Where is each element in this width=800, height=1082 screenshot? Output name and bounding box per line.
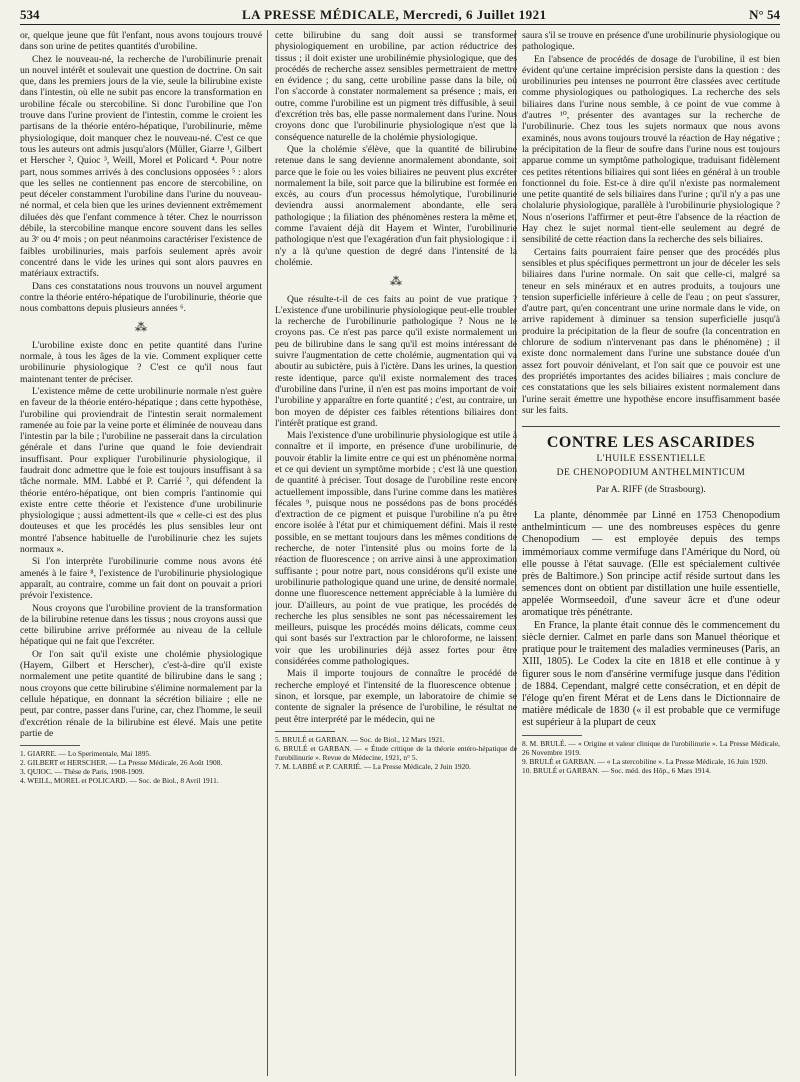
journal-name: LA PRESSE MÉDICALE, <box>242 7 400 22</box>
paragraph: La plante, dénommée par Linné en 1753 Chenopodium anthelminticum — une des nombreuses espèces du genre Chenopodium — est employée depuis des temps immémoriaux comme vermifuge dans l'Amérique du Nord, où elle pousse à l'état sauvage. (Elle est spécialement cultivée près de Baltimore.) Son principe actif réside surtout dans les semences dont on obtient par distillation une huile essentielle, appelée Wormseedoil, d'une saveur âcre et d'une odeur aromatique très pénétrante. <box>522 510 780 619</box>
column-1 <box>20 30 262 1082</box>
page-number: 534 <box>20 7 40 22</box>
issue-number: N° 54 <box>749 7 780 22</box>
footnote: 6. BRULÉ et GARBAN. — « Étude critique de la théorie entéro-hépatique de l'urobilinurie ». Revue de Médecine, 1921, n° 5. <box>275 743 517 762</box>
footnote: 8. M. BRULÉ. — « Origine et valeur clinique de l'urobilinurie ». La Presse Médicale, 26 Novembre 1919. <box>522 738 780 757</box>
footnote: 5. BRULÉ et GARBAN. — Soc. de Biol., 12 Mars 1921. <box>275 734 445 744</box>
footnote: 9. BRULÉ et GARBAN. — « La stercobiline ». La Presse Médicale, 16 Juin 1920. <box>522 756 768 766</box>
footnote: 7. M. LABBÉ et P. CARRIÉ. — La Presse Médicale, 2 Juin 1920. <box>275 761 471 771</box>
footnote: 4. WEILL, MOREL et POLICARD. — Soc. de Biol., 8 Avril 1911. <box>20 776 219 786</box>
paragraph: L'urobiline existe donc en petite quantité dans l'urine normale, à tous les âges de la vie. Comment expliquer cette urobilinurie physiologique ? C'est ce qu'il nous faut maintenant tenter de préciser. <box>20 339 262 385</box>
paragraph: Certains faits pourraient faire penser que des procédés plus sensibles et plus spécifiques permettront un jour de déceler les sels biliaires dans l'urine normale. On sait que celle-ci, malgré sa teneur en sels minéraux et en autres produits, a toujours une tension superficielle inférieure à celle de l'eau ; on peut s'assurer, d'autre part, qu'en concentrant une urine normale dans le vide, on arrive rapidement à diminuer sa tension superficielle jusqu'à produire la précipitation de la fleur de soufre (la concentration en chlorure de sodium n'intervenant pas dans le phénomène) ; il existe donc normalement dans l'urine une substance douée d'un assez fort pouvoir dénivelant, et l'on sait que ce pouvoir est une des propriétés importantes des acides biliaires ; mais conclure de ces constatations que les sels biliaires existent normalement dans l'urine serait émettre une hypothèse encore insuffisamment basée sur les faits. <box>522 246 780 416</box>
paragraph: cette bilirubine du sang doit aussi se transformer physiologiquement en urobiline, par action réductrice des tissus ; il doit exister une urobilinémie physiologique, que des procédés de recherche assez sensibles permettraient de mettre en évidence ; du sang, cette urobiline passe dans la bile, où l'on s'accorde à constater normalement sa présence ; mais, en outre, comme l'urobiline est un pigment très diffusible, à seuil d'excrétion très bas, elle passe normalement dans l'urine. Nous croyons donc que l'urobilinurie physiologique n'est que la conséquence naturelle de la cholémie physiologique. <box>275 30 517 143</box>
paragraph: or, quelque jeune que fût l'enfant, nous avons toujours trouvé dans son urine de petites quantités d'urobiline. <box>20 30 262 53</box>
paragraph: Dans ces constatations nous trouvons un nouvel argument contre la théorie entéro-hépatique de l'urobilinurie, théorie que nous combattons depuis plusieurs années ⁶. <box>20 280 262 315</box>
paragraph: En France, la plante était connue dès le commencement du siècle dernier. Calmet en parle dans son Manuel théorique et pratique pour le traitement des maladies vermineuses (Paris, an XIII, 1805). Le Codex la cite en 1818 et elle continue à y figurer sous le nom d'ansérine vermifuge jusque dans l'édition de 1884. Cependant, malgré cette consécration, et en dépit de l'éloge qu'en firent Mérat et de Lens dans le Dictionnaire de matière médicale de 1830 (« il est probable que ce vermifuge est supérieur à la plupart de ceux <box>522 620 780 728</box>
running-header <box>20 6 780 25</box>
footnote-rule <box>275 731 335 732</box>
footnote: 2. GILBERT et HERSCHER. — La Presse Médicale, 26 Août 1908. <box>20 758 223 768</box>
footnote-rule <box>522 735 582 736</box>
journal-title <box>242 7 547 23</box>
paragraph: saura s'il se trouve en présence d'une urobilinurie physiologique ou pathologique. <box>522 30 780 53</box>
paragraph: L'existence même de cette urobilinurie normale n'est guère en faveur de la théorie entéro-hépatique ; dans cette hypothèse, l'urobiline qui proviendrait de l'intestin serait normalement ramenée au foie par la veine porte et éliminée de nouveau dans l'intestin par la bile ; l'urobiline ne passerait dans la circulation générale et dans l'urine que quand le foie deviendrait insuffisant. Pour expliquer l'urobilinurie physiologique, il faudrait donc admettre que le foie est toujours insuffisant à sa tâche normale. MM. Labbé et P. Carrié ⁷, qui défendent la théorie entéro-hépatique, ont bien compris l'antinomie qui existe entre cette théorie et l'existence d'une urobilinurie physiologique ; aussi admettent-ils que « celle-ci est des plus douteuses et que les procédés les plus sensibles leur ont montré l'absence habituelle de l'urobilinurie chez les sujets normaux ». <box>20 385 262 556</box>
paragraph: En l'absence de procédés de dosage de l'urobiline, il est bien évident qu'une certaine imprécision persiste dans la question : des urobilinuries peu intenses ne pourront être classées avec certitude comme physiologiques ou pathologiques. La recherche des sels biliaires dans l'urine nous semble, à ce point de vue comme à d'autres ¹⁰, présenter des avantages sur la recherche de l'urobilinurie. Chez tous les sujets normaux que nous avons examinés, nous avons toujours trouvé la réaction de Hay négative ; la précipitation de la fleur de soufre dans l'urine nous est toujours apparue comme un symptôme pathologique, traduisant fidèlement ces petites rétentions biliaires qui sont liées en général à un trouble fonctionnel du foie. Est-ce à dire qu'il n'existe pas normalement une petite quantité de sels biliaires dans l'urine ; qu'il n'y a pas une cholalurie physiologique, parallèle à l'urobilinurie physiologique ? Nous n'oserions l'affirmer et peut-être l'absence de la réaction de Hay chez le sujet normal tient-elle seulement au degré de sensibilité de cette réaction dans la recherche des sels biliaires. <box>522 53 780 246</box>
article-title: CONTRE LES ASCARIDES <box>546 434 756 452</box>
article-author: Par A. RIFF (de Strasbourg). <box>596 484 706 495</box>
paragraph: Que résulte-t-il de ces faits au point de vue pratique ? L'existence d'une urobilinurie physiologique peut-elle troubler la recherche de l'urobilinurie pathologique ? Nous ne le croyons pas. Ce n'est pas parce qu'il existe normalement un peu de bilirubine dans le sang qu'il est moins intéressant de suivre l'augmentation de cette cholémie, augmentation qui va aboutir au subictère, puis à l'ictère. Dans les urines, la question reste identique, parce qu'il existe normalement des traces d'urobiline dans l'urine, il n'en est pas moins important de voir l'urobiline y apparaître en forte quantité ; c'est, au contraire, un bon moyen de dépister ces faibles rétentions biliaires dont l'intérêt pratique est grand. <box>275 293 517 429</box>
section-break: ⁂ <box>390 274 402 289</box>
column-3 <box>522 30 780 1082</box>
section-break: ⁂ <box>135 320 147 335</box>
paragraph: Or l'on sait qu'il existe une cholémie physiologique (Hayem, Gilbert et Herscher), c'est-à-dire qu'il existe normalement une petite quantité de bilirubine dans le sang ; nous croyons que cette bilirubine s'élimine normalement par la cellule hépatique, en donnant la sécrétion biliaire ; elle ne peut, par contre, passer dans l'urine, car, chez l'homme, le seuil d'excrétion rénale de la bilirubine est élevé. Mais une petite partie de <box>20 648 262 739</box>
article-divider <box>522 426 780 427</box>
paragraph: Nous croyons que l'urobiline provient de la transformation de la bilirubine retenue dans les tissus ; nous croyons aussi que cette bilirubine arrive préformée au niveau de la cellule hépatique qui ne fait que l'excréter. <box>20 602 262 648</box>
paragraph: Si l'on interprète l'urobilinurie comme nous avons été amenés à le faire ⁸, l'existence de l'urobilinurie physiologique apparaît, au contraire, comme un fait dont on pouvait a priori prévoir l'existence. <box>20 556 262 602</box>
column-divider <box>267 30 268 1076</box>
paragraph: Mais l'existence d'une urobilinurie physiologique est utile à connaître et il importe, en présence d'une urobilinurie, de pouvoir établir la limite entre ce qui est un phénomène normal et ce qui devient un symptôme morbide ; c'est là une question de quantité à préciser. Tout dosage de l'urobiline reste encore actuellement impossible, dans l'urine comme dans les matières fécales ⁹, puisque nous ne possédons pas de bons procédés d'extraction de ce pigment et puisque l'urobiline n'a pu être encore isolée à l'état pur et chimiquement défini. Mais il reste possible, en se mettant toujours dans les mêmes conditions de recherche, de noter l'intensité plus ou moins forte de la réaction de fluorescence ; on arrive ainsi à une approximation suffisante ; pour notre part, nous considérons qu'il existe une urobilinurie pathologique quand une urine, de densité normale, donne une fluorescence nettement appréciable à la lumière du jour. D'ailleurs, au point de vue pratique, les procédés de recherche les plus sensibles ne sont pas nécessairement les meilleurs, puisque les procédés moins délicats, comme ceux qui sont basés sur l'extraction par le chloroforme, ne laissent voir que les urobilinuries déjà assez fortes pour être considérées comme pathologiques. <box>275 430 517 668</box>
article-subtitle: L'HUILE ESSENTIELLE <box>596 454 706 465</box>
footnote-rule <box>20 745 80 746</box>
paragraph: Mais il importe toujours de connaître le procédé de recherche employé et l'intensité de la fluorescence obtenue ; sinon, et lorsque, par exemple, un laboratoire de chimie se contente de signaler la présence de l'urobiline, le résultat ne peut être interprété par le médecin, qui ne <box>275 668 517 725</box>
issue-date: Mercredi, 6 Juillet 1921 <box>402 7 547 22</box>
footnote: 10. BRULÉ et GARBAN. — Soc. méd. des Hôp., 6 Mars 1914. <box>522 765 711 775</box>
paragraph: Chez le nouveau-né, la recherche de l'urobilinurie prenait un nouvel intérêt et soulevait une question de doctrine. On sait que, dans les premiers jours de la vie, seule la bilirubine existe dans l'intestin, où elle ne subit pas encore la transformation en urobiline fécale ou stercobiline. Si donc l'urobiline que l'on trouve dans l'urine provient de l'intestin, comme le croient les partisans de la théorie entéro-hépatique, l'urobilinurie, même physiologique, doit manquer chez le nouveau-né. C'est ce que tous les auteurs ont admis jusqu'alors (Müller, Giarre ¹, Gilbert et Herscher ², Quioc ³, Weill, Morel et Policard ⁴. Pour notre part, nous sommes arrivés à des conclusions opposées ⁵ : alors que les selles ne contiennent pas encore de stercobiline, on peut déceler constamment l'urobiline dans l'urine du nouveau-né normal, et cela bien que les urines deviennent extrêmement diluées dès que l'enfant commence à téter. Chez le nourrisson débile, la stercobiline manque encore souvent dans les selles au 3ᵉ ou 4ᵉ mois ; on peut néanmoins caractériser l'existence de faibles urobilinuries, mais parfois seulement après avoir concentré dans le vide les urines qui sont alors pauvres en matériaux extractifs. <box>20 53 262 280</box>
article-subtitle: DE CHENOPODIUM ANTHELMINTICUM <box>556 467 746 478</box>
paragraph: Que la cholémie s'élève, que la quantité de bilirubine retenue dans le sang devienne anormalement abondante, soit parce que le foie ou les voies biliaires ne peuvent plus excréter normalement la bile, soit parce que la bilirubine est formée en excès, au cours d'un processus hémolytique, l'urobilinurie deviendra aussi anormalement abondante, elle sera pathologique ; la filiation des phénomènes restera la même et, comme l'avaient déjà dit Hayem et Winter, l'urobilinurie pathologique n'est que l'exagération d'un fait physiologique : il n'y a là qu'une question de degré dans l'intensité de la cholémie. <box>275 143 517 268</box>
footnote: 3. QUIOC. — Thèse de Paris, 1908-1909. <box>20 767 145 777</box>
footnote: 1. GIARRE. — Lo Sperimentale, Mai 1895. <box>20 749 151 759</box>
column-2 <box>275 30 517 1082</box>
